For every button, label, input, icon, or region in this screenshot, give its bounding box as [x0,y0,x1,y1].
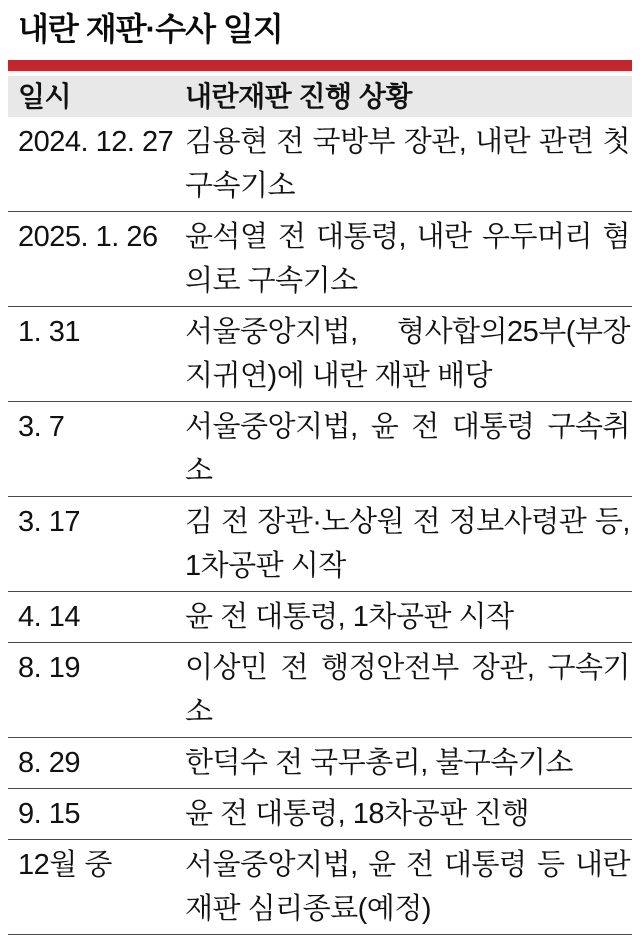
date-cell: 1. 31 [18,316,80,348]
table-row [8,789,632,840]
event-cell: 김용현 전 국방부 장관, 내란 관련 첫 구속기소 [185,126,630,202]
event-cell: 윤석열 전 대통령, 내란 우두머리 혐의로 구속기소 [185,221,630,297]
date-cell: 2024. 12. 27 [18,126,174,158]
date-cell: 9. 15 [18,798,80,830]
timeline-table [8,76,632,935]
table-row [8,307,632,402]
table-row [8,738,632,789]
date-cell: 12월 중 [18,849,112,881]
date-cell: 2025. 1. 26 [18,221,158,253]
column-header-status: 내란재판 진행 상황 [185,81,412,112]
event-cell: 김 전 장관·노상원 전 정보사령관 등, 1차공판 시작 [185,506,630,582]
table-body [8,117,632,935]
event-cell: 이상민 전 행정안전부 장관, 구속기소 [185,652,630,728]
table-row [8,643,632,738]
table-row [8,402,632,497]
event-cell: 서울중앙지법, 형사합의25부(부장 지귀연)에 내란 재판 배당 [185,316,630,392]
date-cell: 8. 19 [18,652,80,684]
table-row [8,840,632,935]
date-cell: 3. 17 [18,506,80,538]
event-cell: 윤 전 대통령, 1차공판 시작 [185,601,514,633]
column-header-date: 일시 [18,81,72,112]
page-title: 내란 재판·수사 일지 [18,11,283,47]
event-cell: 한덕수 전 국무총리, 불구속기소 [185,747,573,779]
table-header-row [8,76,632,117]
event-cell: 윤 전 대통령, 18차공판 진행 [185,798,530,830]
table-row [8,117,632,212]
event-cell: 서울중앙지법, 윤 전 대통령 구속취소 [185,411,630,487]
table-row [8,497,632,592]
table-row [8,592,632,643]
event-cell: 서울중앙지법, 윤 전 대통령 등 내란 재판 심리종료(예정) [185,849,630,925]
accent-bar [8,60,632,71]
date-cell: 8. 29 [18,747,80,779]
date-cell: 4. 14 [18,601,80,633]
table-row [8,212,632,307]
date-cell: 3. 7 [18,411,65,443]
